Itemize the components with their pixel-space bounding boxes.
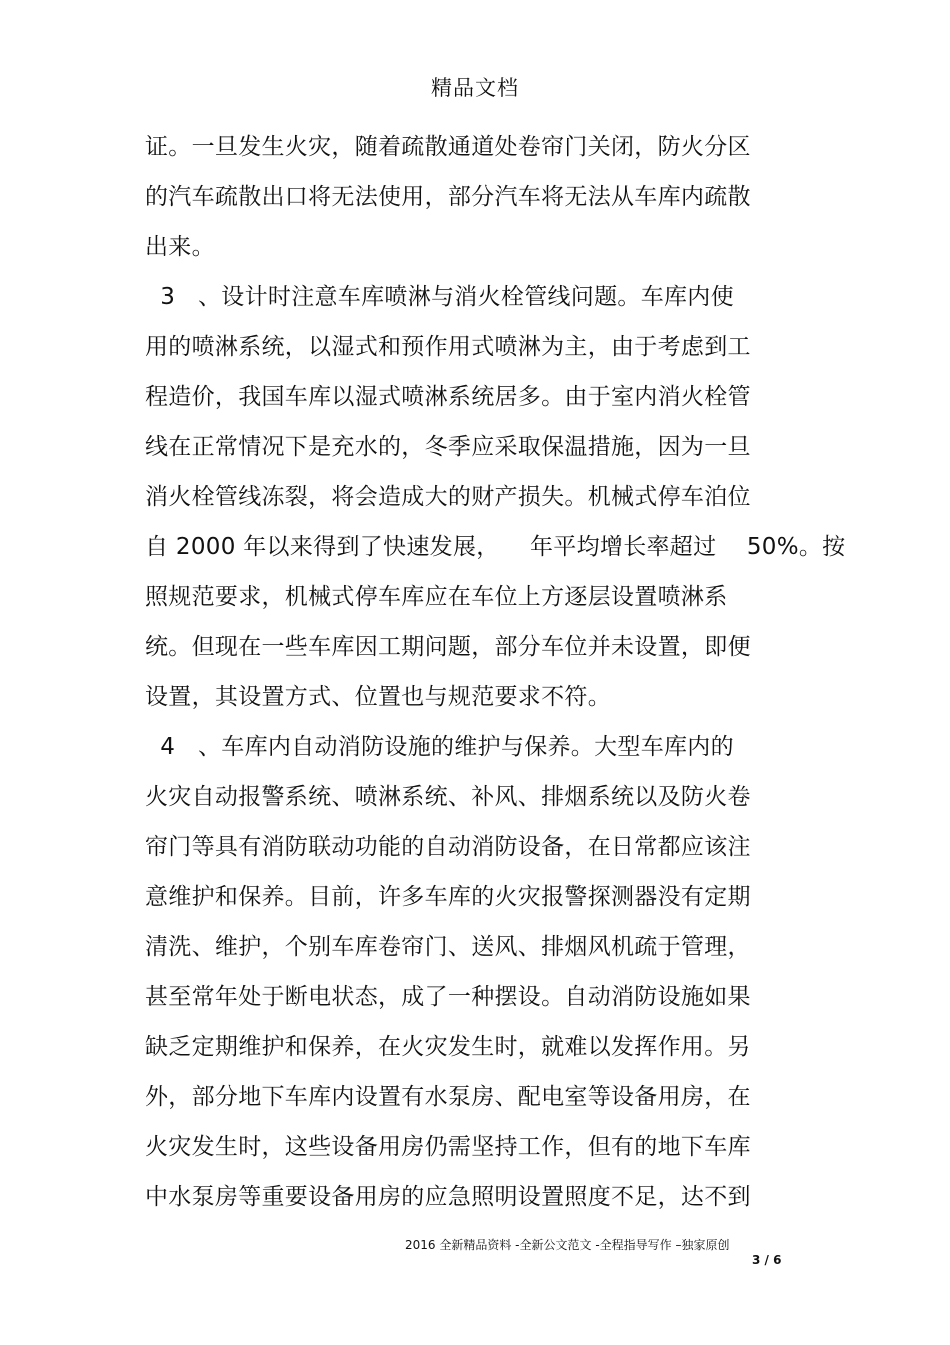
paragraph-line: 设置，其设置方式、位置也与规范要求不符。 [145,684,611,710]
paragraph-line: 外，部分地下车库内设置有水泵房、配电室等设备用房，在 [145,1084,751,1110]
paragraph-line: 火灾自动报警系统、喷淋系统、补风、排烟系统以及防火卷 [145,784,751,810]
paragraph-line: 出来。 [145,234,215,260]
page-header-title: 精品文档 [431,76,519,100]
paragraph-line: 缺乏定期维护和保养，在火灾发生时，就难以发挥作用。另 [145,1034,751,1060]
paragraph-line: 线在正常情况下是充水的，冬季应采取保温措施，因为一旦 [145,434,751,460]
paragraph-line: 3 、设计时注意车库喷淋与消火栓管线问题。车库内使 [145,284,734,310]
paragraph-line: 证。一旦发生火灾，随着疏散通道处卷帘门关闭，防火分区 [145,134,751,160]
paragraph-line: 的汽车疏散出口将无法使用，部分汽车将无法从车库内疏散 [145,184,751,210]
paragraph-line: 程造价，我国车库以湿式喷淋系统居多。由于室内消火栓管 [145,384,751,410]
paragraph-line: 清洗、维护，个别车库卷帘门、送风、排烟风机疏于管理， [145,934,751,960]
paragraph-line: 火灾发生时，这些设备用房仍需坚持工作，但有的地下车库 [145,1134,751,1160]
paragraph-line: 帘门等具有消防联动功能的自动消防设备，在日常都应该注 [145,834,751,860]
paragraph-line: 中水泵房等重要设备用房的应急照明设置照度不足，达不到 [145,1184,751,1210]
footer-text: 2016 全新精品资料 -全新公文范文 -全程指导写作 –独家原创 [405,1238,730,1252]
paragraph-line: 甚至常年处于断电状态，成了一种摆设。自动消防设施如果 [145,984,751,1010]
paragraph-line: 自 2000 年以来得到了快速发展， 年平均增长率超过 50%。按 [145,534,846,560]
paragraph-line: 意维护和保养。目前，许多车库的火灾报警探测器没有定期 [145,884,751,910]
paragraph-line: 用的喷淋系统，以湿式和预作用式喷淋为主，由于考虑到工 [145,334,751,360]
paragraph-line: 4 、车库内自动消防设施的维护与保养。大型车库内的 [145,734,734,760]
page-number: 3 / 6 [752,1253,782,1267]
paragraph-line: 照规范要求，机械式停车库应在车位上方逐层设置喷淋系 [145,584,728,610]
paragraph-line: 统。但现在一些车库因工期问题，部分车位并未设置，即便 [145,634,751,660]
paragraph-line: 消火栓管线冻裂，将会造成大的财产损失。机械式停车泊位 [145,484,751,510]
